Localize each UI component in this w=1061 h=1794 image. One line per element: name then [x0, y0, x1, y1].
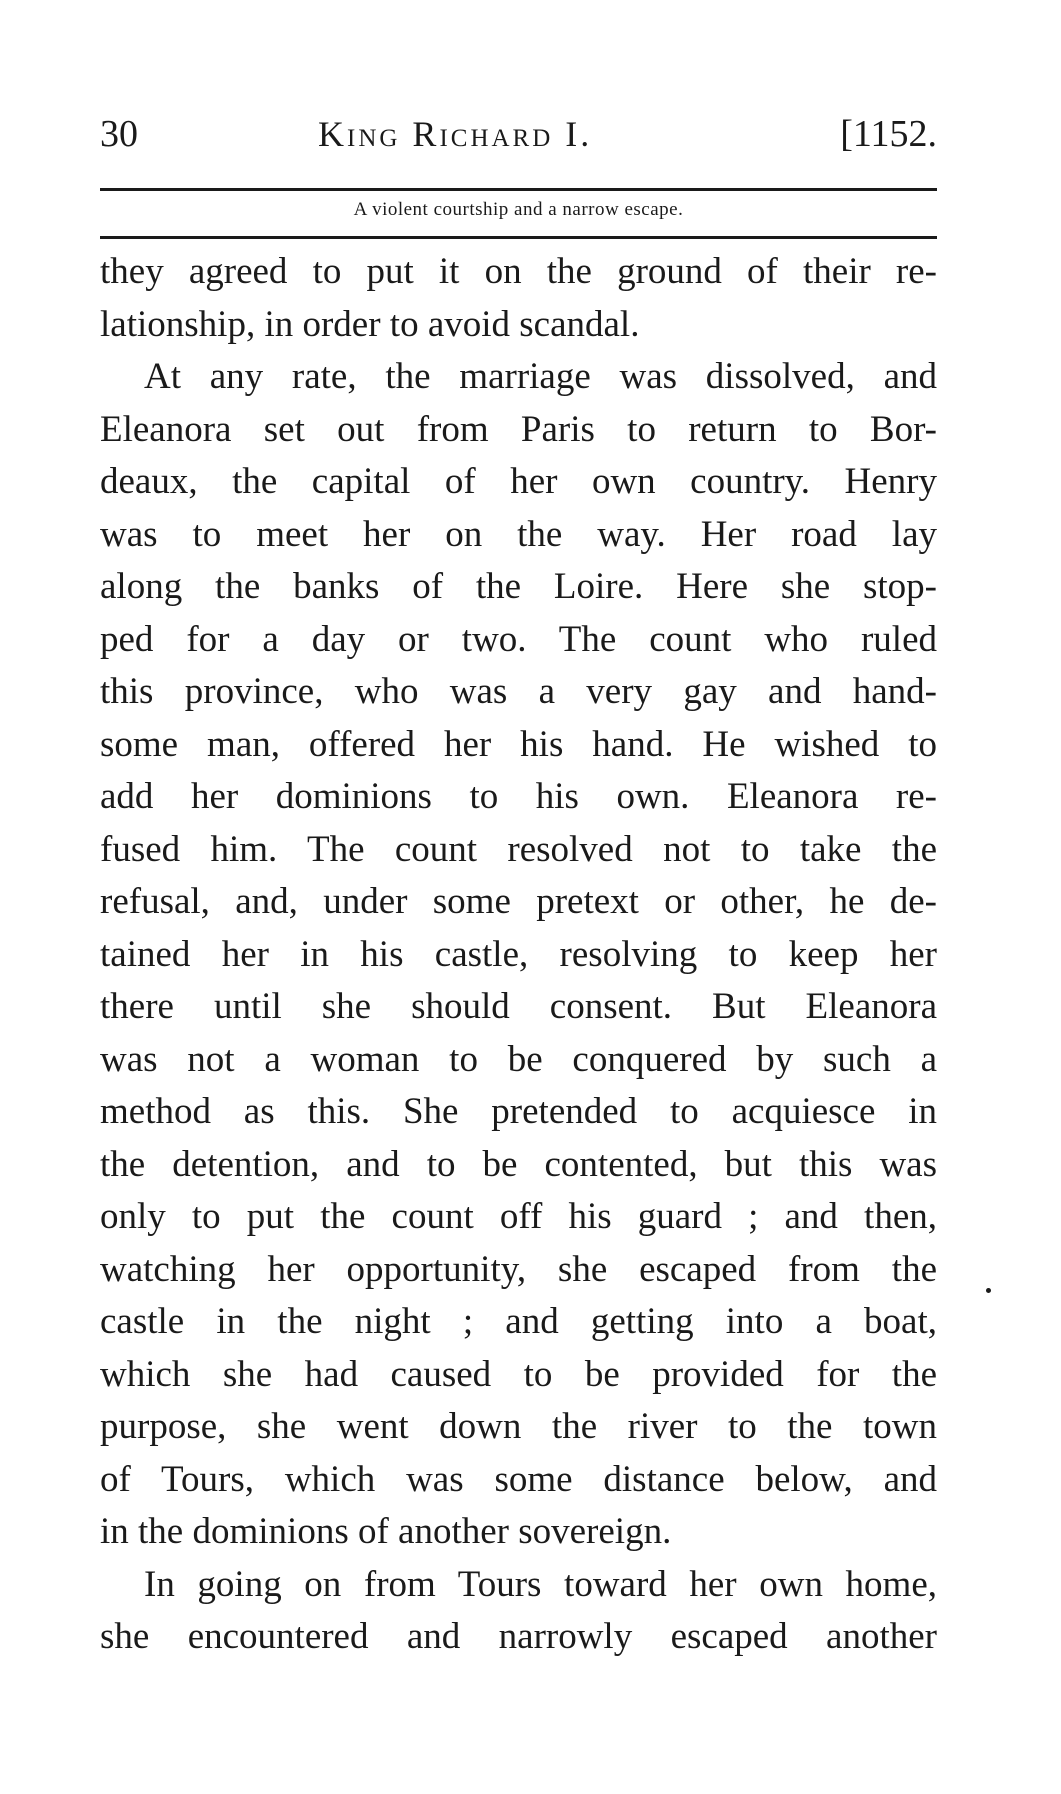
text-line: castle in the night ; and getting into a boat, — [100, 1301, 937, 1342]
text-line: tained her in his castle, resolving to keep her — [100, 933, 937, 975]
running-header — [100, 112, 937, 172]
text-line: this province, who was a very gay and hand- — [100, 671, 937, 712]
text-line: lationship, in order to avoid scandal. — [100, 303, 640, 345]
text-line: fused him. The count resolved not to take the — [100, 828, 937, 870]
header-rule-top — [100, 188, 937, 191]
text-line: she encountered and narrowly escaped another — [100, 1616, 937, 1657]
text-line: watching her opportunity, she escaped from the — [100, 1248, 937, 1290]
body-text — [100, 246, 937, 1664]
header-rule-bottom — [100, 236, 937, 239]
section-subheading: A violent courtship and a narrow escape. — [353, 199, 684, 220]
text-line: along the banks of the Loire. Here she stop- — [100, 566, 937, 607]
header-year: [1152. — [840, 113, 937, 155]
text-line: In going on from Tours toward her own home, — [144, 1563, 937, 1605]
print-speck — [986, 1288, 991, 1293]
text-line: At any rate, the marriage was dissolved, and — [144, 356, 937, 397]
text-line: Eleanora set out from Paris to return to Bor- — [100, 408, 937, 450]
page-number: 30 — [100, 113, 138, 155]
text-line: purpose, she went down the river to the town — [100, 1406, 937, 1447]
text-line: only to put the count off his guard ; and then, — [100, 1196, 937, 1237]
text-line: ped for a day or two. The count who ruled — [100, 618, 937, 660]
text-line: of Tours, which was some distance below, and — [100, 1458, 937, 1500]
text-line: was not a woman to be conquered by such a — [100, 1038, 937, 1080]
text-line: which she had caused to be provided for the — [100, 1353, 937, 1395]
text-line: some man, offered her his hand. He wished to — [100, 723, 937, 765]
text-line: the detention, and to be contented, but this was — [100, 1143, 937, 1185]
text-line: deaux, the capital of her own country. Henry — [100, 461, 937, 502]
text-line: was to meet her on the way. Her road lay — [100, 513, 937, 555]
text-line: add her dominions to his own. Eleanora re- — [100, 776, 937, 817]
text-line: they agreed to put it on the ground of their re- — [100, 251, 937, 292]
text-line: refusal, and, under some pretext or other, he de- — [100, 881, 937, 922]
text-line: there until she should consent. But Eleanora — [100, 986, 937, 1027]
text-line: method as this. She pretended to acquiesce in — [100, 1091, 937, 1132]
text-line: in the dominions of another sovereign. — [100, 1511, 672, 1552]
running-title: King Richard I. — [318, 114, 593, 154]
